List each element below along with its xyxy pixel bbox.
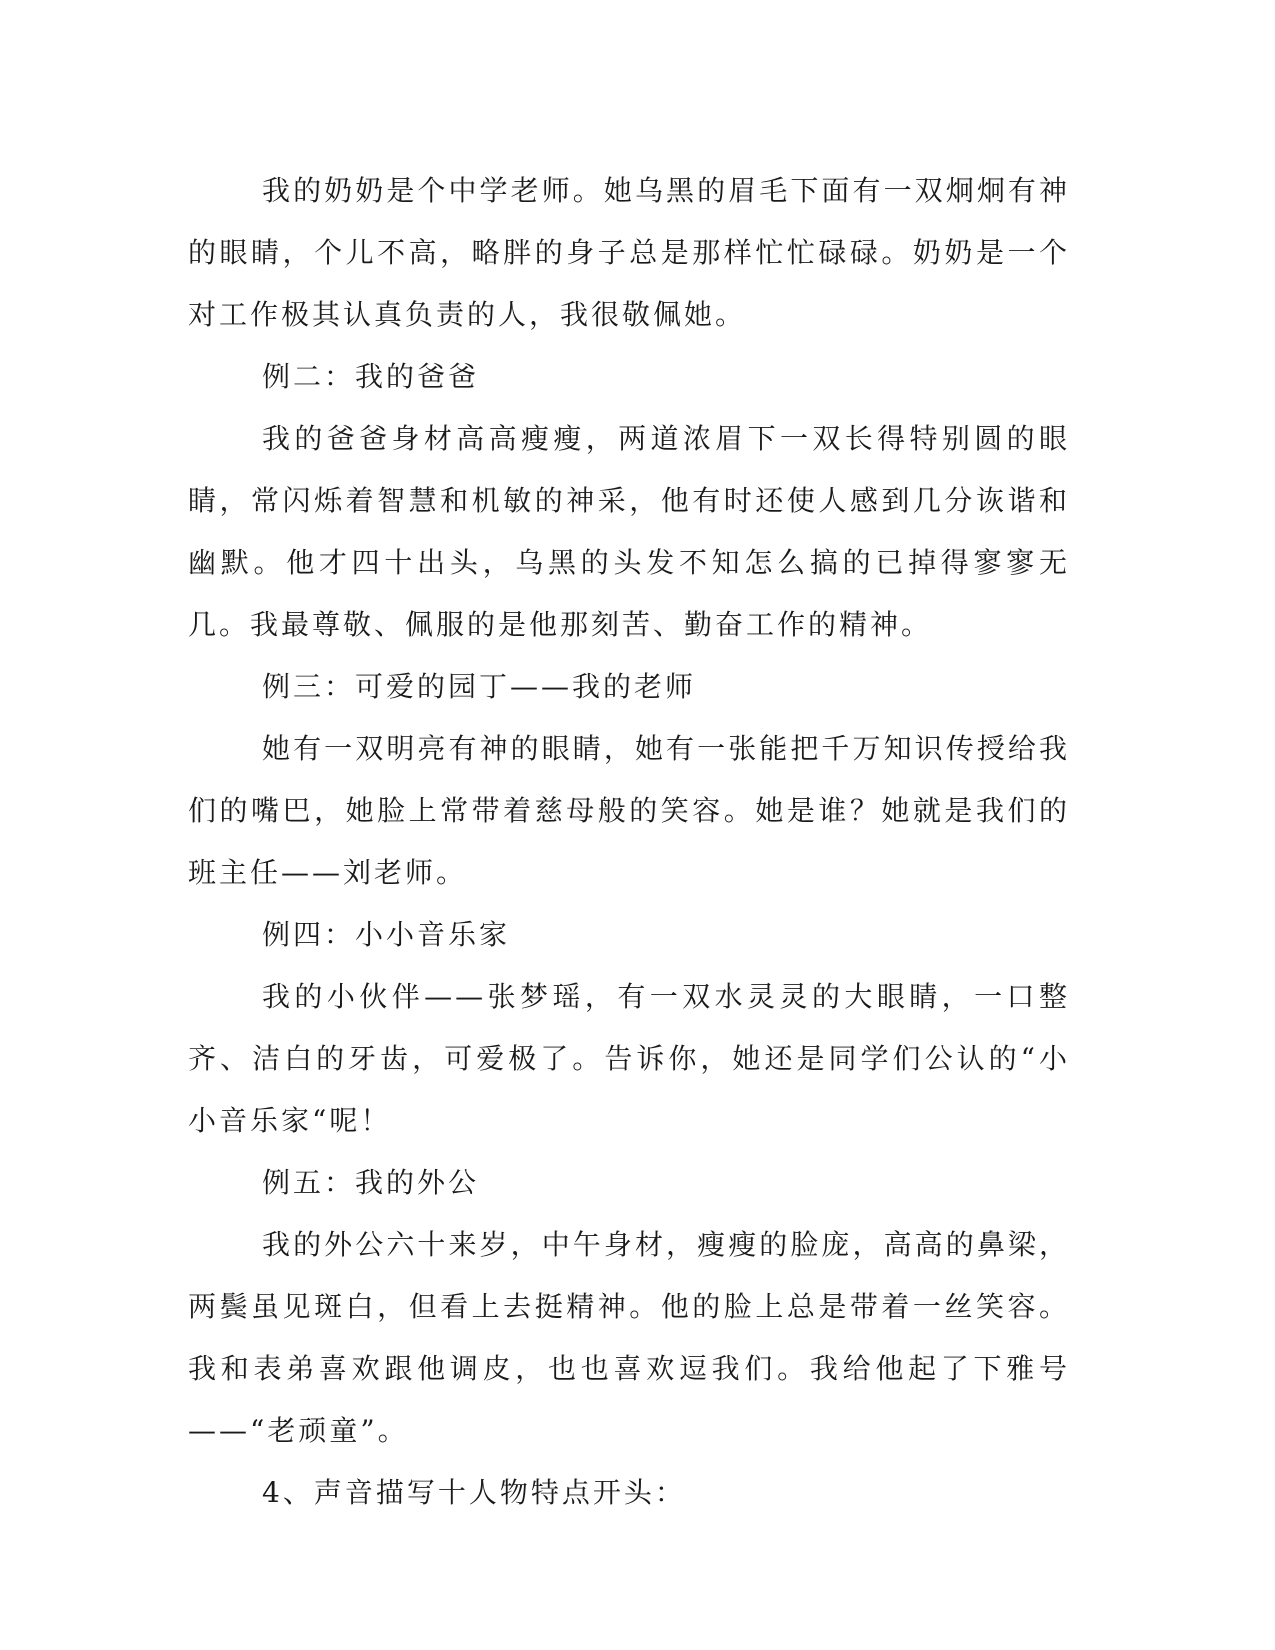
paragraph-grandpa: 我的外公六十来岁，中午身材，瘦瘦的脸庞，高高的鼻梁，两鬓虽见斑白，但看上去挺精神。他的脸上总是带着一丝笑容。我和表弟喜欢跟他调皮，也也喜欢逗我们。我给他起了下雅号——“老顽童”。: [188, 1228, 1070, 1447]
paragraph-teacher: 她有一双明亮有神的眼睛，她有一张能把千万知识传授给我们的嘴巴，她脸上常带着慈母般的笑容。她是谁？她就是我们的班主任——刘老师。: [188, 732, 1070, 889]
heading-example-three: 例三：可爱的园丁——我的老师: [262, 670, 697, 703]
paragraph-grandma: 我的奶奶是个中学老师。她乌黑的眉毛下面有一双炯炯有神的眼睛，个儿不高，略胖的身子总是那样忙忙碌碌。奶奶是一个对工作极其认真负责的人，我很敬佩她。: [188, 174, 1070, 331]
paragraph-musician: 我的小伙伴——张梦瑶，有一双水灵灵的大眼睛，一口整齐、洁白的牙齿，可爱极了。告诉你，她还是同学们公认的“小小音乐家“呢！: [188, 980, 1070, 1137]
section-heading-voice: 4、声音描写十人物特点开头：: [262, 1476, 686, 1509]
heading-example-five: 例五：我的外公: [262, 1166, 480, 1199]
heading-example-two: 例二：我的爸爸: [262, 360, 480, 393]
document-body: [188, 160, 1070, 1524]
heading-example-four: 例四：小小音乐家: [262, 918, 511, 951]
paragraph-father: 我的爸爸身材高高瘦瘦，两道浓眉下一双长得特别圆的眼睛，常闪烁着智慧和机敏的神采，他有时还使人感到几分诙谐和幽默。他才四十出头，乌黑的头发不知怎么搞的已掉得寥寥无几。我最尊敬、佩服的是他那刻苦、勤奋工作的精神。: [188, 422, 1070, 641]
